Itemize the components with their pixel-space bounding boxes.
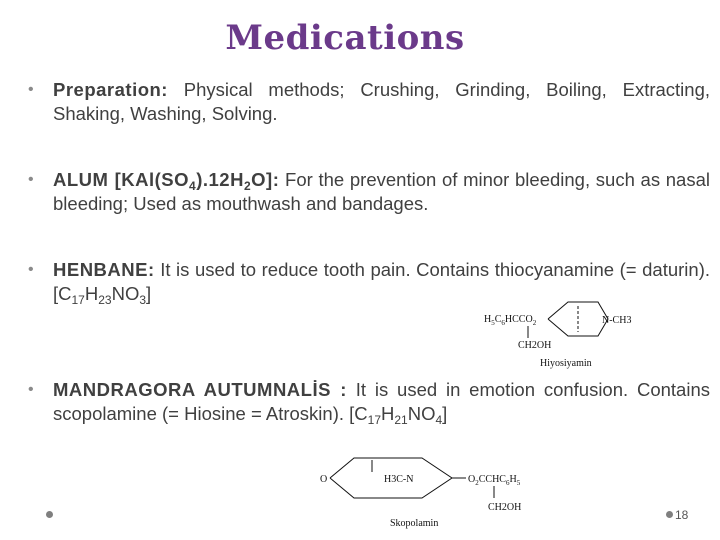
hyoscyamine-sub-group: CH2OH	[518, 340, 552, 351]
hyoscyamine-left-group: $H_5C_6HCCO_2$	[484, 314, 537, 327]
scopolamine-n-group: H3C-N	[384, 474, 414, 485]
bullet-dot: •	[28, 381, 34, 398]
bullet-alum	[28, 168, 710, 216]
bullet-text: It is used to reduce tooth pain. Contains thiocyanamine (= daturin).	[154, 259, 710, 280]
lead-subscript: 2	[243, 179, 252, 193]
bullet-dot: •	[28, 171, 34, 188]
bullet-text: Physical methods; Crushing, Grinding, Boiling, Extracting, Shaking, Washing, Solving.	[53, 79, 710, 124]
bullet-lead: Preparation:	[53, 79, 168, 100]
bullet-lead	[53, 169, 280, 193]
scopolamine-ester-group: $O_2CCHC_6H_5$	[468, 474, 521, 487]
bullet-body	[53, 378, 710, 426]
lead-part: O]:	[251, 169, 280, 190]
bullet-dot: •	[28, 81, 34, 98]
hyoscyamine-caption: Hiyosiyamin	[540, 358, 592, 369]
scopolamine-sub-group: CH2OH	[488, 502, 522, 513]
page-number: 18	[675, 508, 689, 522]
slide-title: Medications	[225, 18, 465, 58]
footer-dot-right	[666, 511, 673, 518]
bullet-text: It is used in emotion confusion. Contains scopolamine (= Hiosine = Atroskin).	[53, 379, 710, 424]
lead-part: ALUM [KAl(SO	[53, 169, 190, 190]
bullet-body	[53, 168, 710, 216]
bullet-mandragora	[28, 378, 710, 426]
bullet-dot: •	[28, 261, 34, 278]
bullet-body	[53, 78, 710, 126]
bullet-text: For the prevention of minor bleeding, such as nasal bleeding; Used as mouthwash and bandages.	[53, 169, 710, 214]
lead-subscript: 4	[189, 179, 197, 193]
bullet-lead: MANDRAGORA AUTUMNALİS :	[53, 379, 347, 400]
scopolamine-caption: Skopolamin	[390, 518, 439, 529]
bullet-preparation	[28, 78, 710, 126]
footer-dot-left	[46, 511, 53, 518]
henbane-formula: $[C_{17}H_{23}NO_3]$	[53, 283, 152, 307]
scopolamine-structure	[312, 448, 572, 532]
bullet-lead: HENBANE:	[53, 259, 155, 280]
hyoscyamine-structure	[478, 292, 658, 372]
mandragora-formula: $[C_{17}H_{21}NO_4]$	[349, 403, 448, 427]
scopolamine-o-label: O	[320, 474, 328, 485]
hyoscyamine-n-group: N-CH3	[602, 315, 632, 326]
lead-part: ).12H	[196, 169, 244, 190]
